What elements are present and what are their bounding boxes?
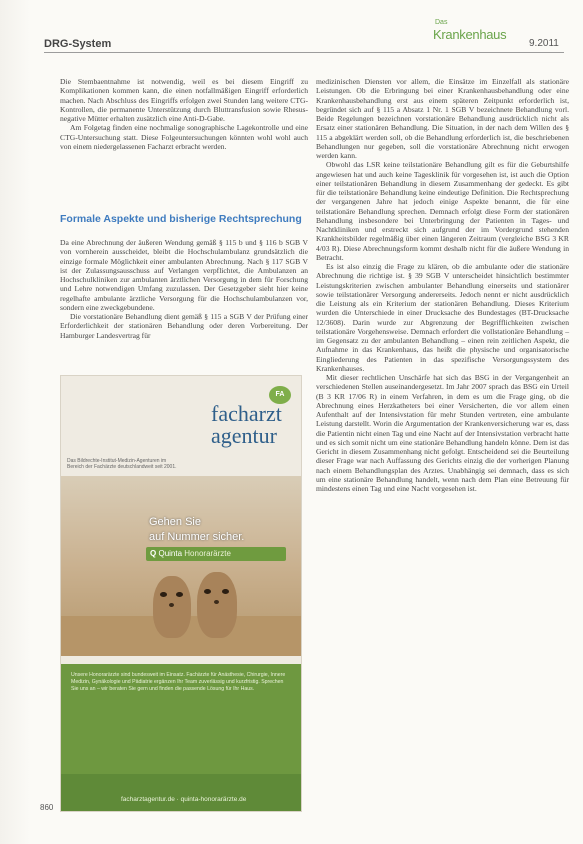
ad-slogan-line2: auf Nummer sicher. <box>149 531 245 543</box>
ad-bottom-strip <box>61 774 301 811</box>
magazine-logo-title: Krankenhaus <box>433 27 507 42</box>
quinta-icon: Q <box>150 549 157 558</box>
section-label: DRG-System <box>44 38 112 50</box>
paragraph: Am Folgetag finden eine nochmalige sonographische Lagekontrolle und eine CTG-Untersuchung statt. Diese Folgeuntersuchungen könnten wohl wohl auch von einem niedergelassenen Facharzt erbracht werden. <box>60 123 308 151</box>
left-column-top <box>60 77 308 151</box>
advertisement[interactable] <box>60 375 302 812</box>
quinta-subtitle: Honorarärzte <box>184 549 231 558</box>
meerkat-image <box>197 572 237 638</box>
facharzt-badge: FA <box>269 386 291 404</box>
paragraph: medizinischen Diensten vor allem, die Einsätze im Einzelfall als stationäre Leistungen. Ob die Erbringung bei einer Krankenhausbehandlung oder eine Krankenhausbehandlung erst aus einem späteren Zeitpunkt erforderlich ist, begründet sich auf § 115 a Absatz 1 Nr. 1 SGB V bezeichnete Behandlung vorl. Beide Regelungen bezeichnen vorstationäre Behandlung ausdrücklich nicht als Ersatz einer stationären Behandlung. Die Situation, in der nach dem Willen des § 115 a abgeklärt werden soll, ob die Behandlung erforderlich ist, die beschriebenen Behandlungen nur gegeben, soll die vorstationäre Abrechnung nicht erwogen werden kann. <box>316 77 569 160</box>
magazine-logo-small: Das <box>435 19 448 26</box>
ad-website-link[interactable]: facharztagentur.de · quinta-honorarärzte.de <box>121 796 247 803</box>
meerkat-image <box>153 576 191 638</box>
ad-brand-line2: agentur <box>211 423 277 448</box>
paragraph: Es ist also einzig die Frage zu klären, ob die ambulante oder die stationäre Abrechnung die richtige ist. § 39 SGB V unterscheidet hinsichtlich bestimmter Leistungskriterien zwischen ambulanter Behandlung einerseits und stationärer sowie teilstationärer Versorgung andererseits. Jedoch nennt er nicht ausdrücklich die Leistung als ein Kriterium der stationären Behandlung. Dieses Kriterium wurden die Unterschiede in einer Drucksache des Bundestages (BT-Drucksache 12/3608). Darin wurde zur Abgrenzung der Begrifflichkeiten zwischen teilstationäre Vorgehensweise. Demnach erfordert die vollstationäre Behandlung – im Gegensatz zu der ambulanten Behandlung – einen rein zeitlichen Aspekt, die Aufnahme in das Krankenhaus, das heißt die physische und organisatorische Eingliederung des Patienten in das spezifische Versorgungssystem des Krankenhauses. <box>316 262 569 373</box>
quinta-logo <box>146 547 286 561</box>
ad-intro-text: Das Bildrechte-Institut-Medizin-Agenturen im Bereich der Fachärzte deutschlandweit seit 2001. <box>67 458 177 470</box>
page-number: 860 <box>40 803 54 812</box>
paragraph: Die vorstationäre Behandlung dient gemäß § 115 a SGB V der Prüfung einer Erforderlichkeit der stationären Behandlung oder deren Vorbereitung. Der Hamburger Landesvertrag für <box>60 312 308 340</box>
ad-brand-line1: facharzt <box>211 401 282 426</box>
left-column-bottom <box>60 238 308 340</box>
issue-number: 9.2011 <box>529 38 559 49</box>
quinta-label: Quinta <box>158 549 183 558</box>
paragraph: Die Stembaentnahme ist notwendig, weil es bei diesem Eingriff zu Komplikationen kommen kann, die einen notfallmäßigen Eingriff erforderlich machen. Nach Abschluss des Eingriffs erfolgen zwei Stunden lang weitere CTG-Kontrollen, die permanente Unterstützung durch Bluttransfusion sowie Rhesus-negative Mütter erhalten zusätzlich eine Anti-D-Gabe. <box>60 77 308 123</box>
section-heading: Formale Aspekte und bisherige Rechtsprechung <box>60 213 302 225</box>
paragraph: Da eine Abrechnung der äußeren Wendung gemäß § 115 b und § 116 b SGB V von vornherein ausscheidet, bleibt die Hochschulambulanz grundsätzlich die einzige formale Möglichkeit einer ambulanten Abrechnung. Nach § 117 SGB V ist der Zulassungsausschuss auf Verlangen verpflichtet, die Ambulanzen an Hochschulkliniken zur ambulanten ärztlichen Versorgung in dem für Forschung und Lehre notwendigen Umfang zuzulassen. Der Gesetzgeber sieht hier keine regelhafte ambulante ärztliche Versorgung für die Hochschulambulanzen vor, sondern eine zweckgebundene. <box>60 238 308 312</box>
right-column <box>316 77 569 493</box>
paragraph: Mit dieser rechtlichen Unschärfe hat sich das BSG in der Vergangenheit an verschiedenen Stellen auseinandergesetzt. Im Jahr 2007 sprach das BSG ein Urteil (B 3 KR 17/06 R) in einem Verfahren, in dem es um die Frage ging, ob die Abrechnung eines Herzkatheters bei einer Versicherten, die vor allem einen Aufenthalt auf der Intensivstation für mehr Stunden vertreten, eine ambulante Leistung darstellt. Worin die Argumentation der Krankenversicherung war es, dass die Patientin nicht einen Tag und eine Nacht auf der Intensivstation verbracht hatte und es sich somit nicht um eine stationäre Behandlung handeln könne. Dem ist das Gericht in diesem Zusammenhang nicht gefolgt. Entscheidend sei die Beurteilung dieser Frage war nach Auffassung des Gerichts einzig die der vorherigen Planung nach einem Behandlungsplan des Arztes. Unabhängig sei demnach, dass es sich um eine stationäre Behandlung handelt, wenn nach dem Plan eine Betreuung für mindestens einen Tag und eine Nacht vorgesehen ist. <box>316 373 569 493</box>
ad-info-text: Unsere Honorarärzte sind bundesweit im Einsatz. Fachärzte für Anästhesie, Chirurgie, Innere Medizin, Gynäkologie und Pädiatrie ergänzen Ihr Team zuverlässig und kurzfristig. Sprechen Sie uns an – wir beraten Sie gern und finden die passende Lösung für Ihr Haus. <box>71 672 286 692</box>
ad-slogan-line1: Gehen Sie <box>149 516 201 528</box>
paragraph: Obwohl das LSR keine teilstationäre Behandlung gilt es für die Geburtshilfe angewiesen hat und auch keine Tagesklinik für vorgesehen ist, ist auch die Option einer teilstationären Behandlung in diesem Zusammenhang der gedeckt. Es gibt für die teilstationäre Behandlung keine eindeutige Definition. Die Rechtsprechung der vergangenen Jahre hat jedoch einige Aspekte benannt, die für eine teilstationäre Behandlung sprechen. Demnach erfolgt diese Form der stationären Behandlung insbesondere bei Unterbringung der Patienten in Tages- und Nachtkliniken und erstreckt sich aufgrund der im Vordergrund stehenden Krankheitsbilder regelmäßig über einen längeren Zeitraum (vergleiche BSG 3 KR 4/03 R). Diese Abrechnungsform kommt deshalb nicht für die äußere Wendung in Betracht. <box>316 160 569 262</box>
header-divider <box>44 52 564 53</box>
